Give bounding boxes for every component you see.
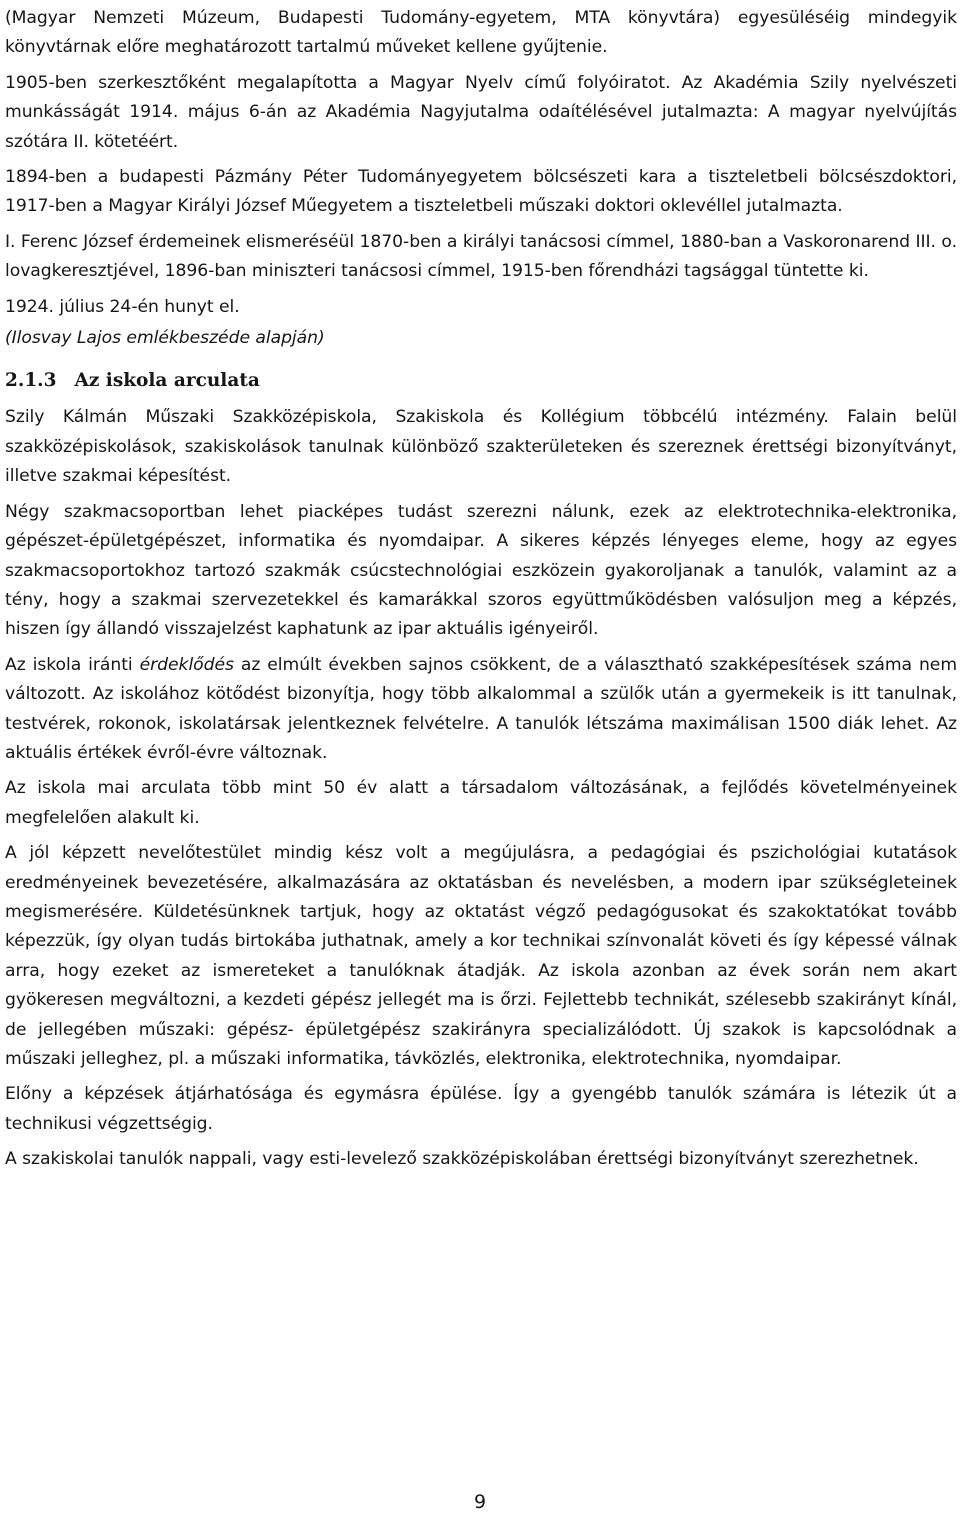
- paragraph-permeability: Előny a képzések átjárhatósága és egymásra épülése. Így a gyengébb tanulók számára is létezik út a technikusi végzettségig.: [5, 1084, 957, 1134]
- interest-emphasis: érdeklődés: [139, 654, 234, 675]
- paragraph-honorary-doctorates: 1894-ben a budapesti Pázmány Péter Tudományegyetem bölcsészeti kara a tiszteletbeli bölcsészdoktori, 1917-ben a Magyar Királyi József Műegyetem a tiszteletbeli műszaki doktori oklevéllel jutalmazta.: [5, 167, 957, 217]
- source-citation: (Ilosvay Lajos emlékbeszéde alapján): [5, 328, 325, 349]
- paragraph-institution: Szily Kálmán Műszaki Szakközépiskola, Szakiskola és Kollégium többcélú intézmény. Falain belül szakközépiskolások, szakiskolások tanulnak különböző szakterületeken és szereznek érettségi bizonyítványt, illetve szakmai képesítést.: [5, 407, 957, 487]
- interest-text-after: az elmúlt években sajnos csökkent, de a választható szakképesítések száma nem változott. Az iskolához kötődést bizonyítja, hogy több alkalommal a szülők után a gyermekeik is itt tanulnak, testvérek, rokonok, iskolatársak jelentkeznek felvételre. A tanulók létszáma maximálisan 1500 diák lehet. Az aktuális értékek évről-évre változnak.: [5, 654, 958, 763]
- page-number: 9: [473, 1491, 487, 1513]
- paragraph-magyar-nyelv: 1905-ben szerkesztőként megalapította a Magyar Nyelv című folyóiratot. Az Akadémia Szily nyelvészeti munkásságát 1914. május 6-án az Akadémia Nagyjutalma odaítélésével jutalmazta: A magyar nyelvújítás szótára II. kötetéért.: [5, 72, 957, 152]
- paragraph-death-date: 1924. július 24-én hunyt el.: [5, 296, 240, 317]
- section-heading: [5, 367, 957, 395]
- paragraph-teaching-staff: A jól képzett nevelőtestület mindig kész volt a megújulásra, a pedagógiai és pszichológiai kutatások eredményeinek bevezetésére, alkalmazására az oktatásban és nevelésben, a modern ipar szükségleteinek megismerésére. Küldetésünknek tartjuk, hogy az oktatást végző pedagógusokat és szakoktatókat tovább képezzük, így olyan tudás birtokába juthatnak, amely a kor technikai színvonalát követi és így képessé válnak arra, hogy ezeket az ismereteket a tanulóknak átadják. Az iskola azonban az évek során nem akart gyökeresen megváltozni, a kezdeti gépész jellegét ma is őrzi. Fejlettebb technikát, szélesebb szakirányt kínál, de jellegében műszaki: gépész- épületgépész szakirányra specializálódott. Új szakok is kapcsolódnak a műszaki jelleghez, pl. a műszaki informatika, távközlés, elektronika, elektrotechnika, nyomdaipar.: [5, 843, 957, 1069]
- paragraph-vocational-students: A szakiskolai tanulók nappali, vagy esti-levelező szakközépiskolában érettségi bizonyítványt szerezhetnek.: [5, 1149, 919, 1170]
- section-title: Az iskola arculata: [74, 370, 260, 392]
- paragraph-specializations: Négy szakmacsoportban lehet piacképes tudást szerezni nálunk, ezek az elektrotechnika-elektronika, gépészet-épületgépészet, informatika és nyomdaipar. A sikeres képzés lényeges eleme, hogy az egyes szakmacsoportokhoz tartozó szakmák csúcstechnológiai eszközein gyakoroljanak a tanulók, valamint az a tény, hogy a szakmai szervezetekkel és kamarákkal szoros együttműködésben valósuljon meg a képzés, hiszen így állandó visszajelzést kaphatunk az ipar aktuális igényeiről.: [5, 501, 957, 640]
- paragraph-library-collection: (Magyar Nemzeti Múzeum, Budapesti Tudomány-egyetem, MTA könyvtára) egyesüléséig mindegyik könyvtárnak előre meghatározott tartalmú műveket kellene gyűjtenie.: [5, 8, 957, 58]
- interest-text-before: Az iskola iránti: [5, 654, 140, 675]
- paragraph-interest: [5, 651, 957, 769]
- section-number: 2.1.3: [5, 370, 57, 392]
- paragraph-royal-honours: I. Ferenc József érdemeinek elismeréséül 1870-ben a királyi tanácsosi címmel, 1880-ban a Vaskoronarend III. o. lovagkeresztjével, 1896-ban miniszteri tanácsosi címmel, 1915-ben főrendházi tagsággal tüntette ki.: [5, 231, 957, 282]
- document-page: [5, 4, 957, 1175]
- paragraph-school-profile: Az iskola mai arculata több mint 50 év alatt a társadalom változásának, a fejlődés követelményeinek megfelelően alakult ki.: [5, 778, 957, 828]
